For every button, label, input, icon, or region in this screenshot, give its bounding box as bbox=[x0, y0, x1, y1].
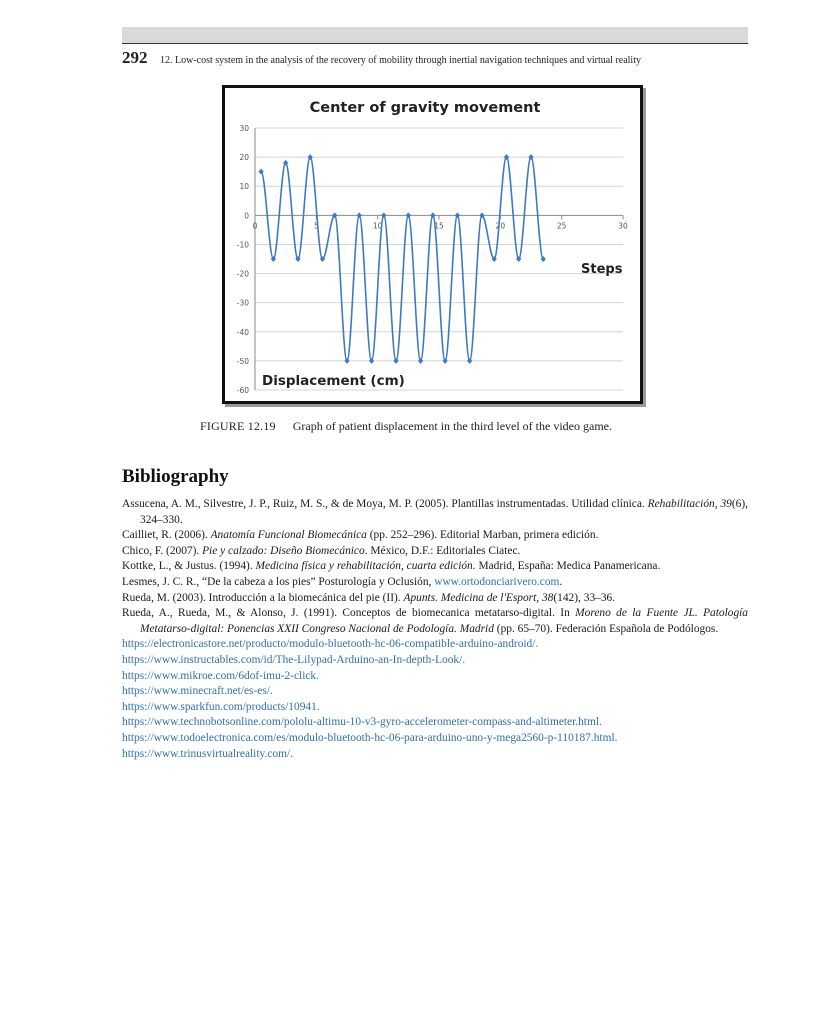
header-bar bbox=[122, 27, 748, 44]
data-point bbox=[369, 358, 374, 364]
chart-series bbox=[259, 154, 546, 364]
url-link[interactable]: https://www.technobotsonline.com/pololu-altimu-10-v3-gyro-accelerometer-compass-and-altimeter.html bbox=[122, 716, 599, 729]
x-tick-label: 30 bbox=[618, 221, 628, 231]
chart-title: Center of gravity movement bbox=[309, 100, 541, 116]
chart-grid bbox=[237, 124, 628, 395]
y-tick-label: -60 bbox=[236, 386, 249, 395]
reference-list bbox=[122, 497, 748, 762]
y-tick-label: 0 bbox=[244, 211, 249, 221]
reference-link[interactable]: www.ortodonciarivero.com bbox=[434, 575, 560, 588]
data-point bbox=[406, 212, 411, 218]
data-point bbox=[467, 358, 472, 364]
data-point bbox=[357, 212, 362, 218]
y-tick-label: -50 bbox=[236, 356, 249, 366]
data-point bbox=[504, 154, 509, 160]
y-tick-label: 20 bbox=[239, 153, 249, 163]
url-link[interactable]: https://www.mikroe.com/6dof-imu-2-click bbox=[122, 669, 317, 682]
y-tick-label: -40 bbox=[236, 327, 249, 337]
figure-caption bbox=[200, 419, 720, 434]
data-point bbox=[443, 358, 448, 364]
data-point bbox=[541, 256, 546, 262]
data-point bbox=[418, 358, 423, 364]
url-link[interactable]: https://www.todoelectronica.com/es/modulo-bluetooth-hc-06-para-arduino-uno-y-mega2560-p-110187.html bbox=[122, 731, 615, 744]
data-point bbox=[283, 160, 288, 166]
caption-label: FIGURE 12.19 bbox=[200, 419, 276, 433]
x-tick-label: 10 bbox=[372, 221, 383, 231]
y-tick-label: -30 bbox=[236, 298, 249, 308]
data-point bbox=[516, 256, 521, 262]
y-tick-label: -10 bbox=[236, 240, 249, 250]
url-item: https://electronicastore.net/producto/modulo-bluetooth-hc-06-compatible-arduino-android/. bbox=[122, 638, 539, 651]
url-item: https://www.todoelectronica.com/es/modulo-bluetooth-hc-06-para-arduino-uno-y-mega2560-p-110187.html. bbox=[122, 731, 618, 744]
data-point bbox=[295, 256, 300, 262]
caption-text: Graph of patient displacement in the third level of the video game. bbox=[292, 419, 612, 433]
data-point bbox=[344, 358, 349, 364]
series-line bbox=[261, 157, 543, 361]
page-number: 292 bbox=[122, 48, 148, 67]
data-point bbox=[528, 154, 533, 160]
x-tick-label: 5 bbox=[313, 221, 319, 231]
url-item: https://www.technobotsonline.com/pololu-altimu-10-v3-gyro-accelerometer-compass-and-altimeter.html. bbox=[122, 716, 602, 729]
reference-item: Assucena, A. M., Silvestre, J. P., Ruiz, M. S., & de Moya, M. P. (2005). Plantillas instrumentadas. Utilidad clínica. Rehabilitación, 39(6), 324–330. bbox=[122, 498, 748, 526]
reference-item: Rueda, A., Rueda, M., & Alonso, J. (1991). Conceptos de biomecanica metatarso-digital. In Moreno de la Fuente JL. Patología Metatarso-digital: Ponencias XXII Congreso Nacional de Podología. Madrid (pp. 65–70). Federación Española de Podólogos. bbox=[122, 607, 749, 635]
url-item: https://www.instructables.com/id/The-Lilypad-Arduino-an-In-depth-Look/. bbox=[122, 653, 466, 666]
url-item: https://www.mikroe.com/6dof-imu-2-click. bbox=[122, 669, 319, 682]
data-point bbox=[308, 154, 313, 160]
bibliography-heading: Bibliography bbox=[122, 466, 229, 487]
reference-item: Lesmes, J. C. R., “De la cabeza a los pies” Posturología y Oclusión, www.ortodonciarivero.com. bbox=[122, 575, 563, 588]
chart-svg bbox=[225, 88, 640, 401]
url-item: https://www.minecraft.net/es-es/. bbox=[122, 685, 273, 698]
url-item: https://www.trinusvirtualreality.com/. bbox=[122, 747, 293, 760]
data-point bbox=[393, 358, 398, 364]
url-link[interactable]: https://www.sparkfun.com/products/10941 bbox=[122, 700, 317, 713]
url-link[interactable]: https://electronicastore.net/producto/modulo-bluetooth-hc-06-compatible-arduino-android/ bbox=[122, 638, 536, 651]
url-link[interactable]: https://www.trinusvirtualreality.com/ bbox=[122, 747, 291, 760]
url-item: https://www.sparkfun.com/products/10941. bbox=[122, 700, 320, 713]
x-tick-label: 0 bbox=[252, 221, 258, 231]
reference-item: Chico, F. (2007). Pie y calzado: Diseño Biomecánico. México, D.F.: Editoriales Ciatec. bbox=[122, 544, 521, 557]
url-link[interactable]: https://www.minecraft.net/es-es/ bbox=[122, 685, 270, 698]
x-tick-label: 25 bbox=[556, 221, 567, 231]
chart-xlabel: Steps bbox=[581, 262, 623, 277]
running-head: 12. Low-cost system in the analysis of the recovery of mobility through inertial navigation techniques and virtual reality bbox=[160, 55, 641, 66]
data-point bbox=[381, 212, 386, 218]
y-tick-label: -20 bbox=[236, 269, 249, 279]
x-tick-label: 20 bbox=[495, 221, 506, 231]
data-point bbox=[455, 212, 460, 218]
url-link[interactable]: https://www.instructables.com/id/The-Lilypad-Arduino-an-In-depth-Look/ bbox=[122, 653, 463, 666]
x-tick-label: 15 bbox=[434, 221, 444, 231]
reference-item: Rueda, M. (2003). Introducción a la biomecánica del pie (II). Apunts. Medicina de l'Esport, 38(142), 33–36. bbox=[122, 591, 616, 604]
running-header bbox=[122, 48, 748, 66]
chart-ylabel: Displacement (cm) bbox=[262, 373, 405, 389]
y-tick-label: 10 bbox=[239, 182, 249, 192]
y-tick-label: 30 bbox=[239, 124, 249, 133]
figure-frame bbox=[222, 85, 643, 404]
reference-item: Cailliet, R. (2006). Anatomía Funcional Biomecánica (pp. 252–296). Editorial Marban, primera edición. bbox=[122, 529, 599, 542]
reference-item: Kottke, L., & Justus. (1994). Medicina física y rehabilitación, cuarta edición. Madrid, España: Medica Panamericana. bbox=[122, 560, 661, 573]
data-point bbox=[430, 212, 435, 218]
